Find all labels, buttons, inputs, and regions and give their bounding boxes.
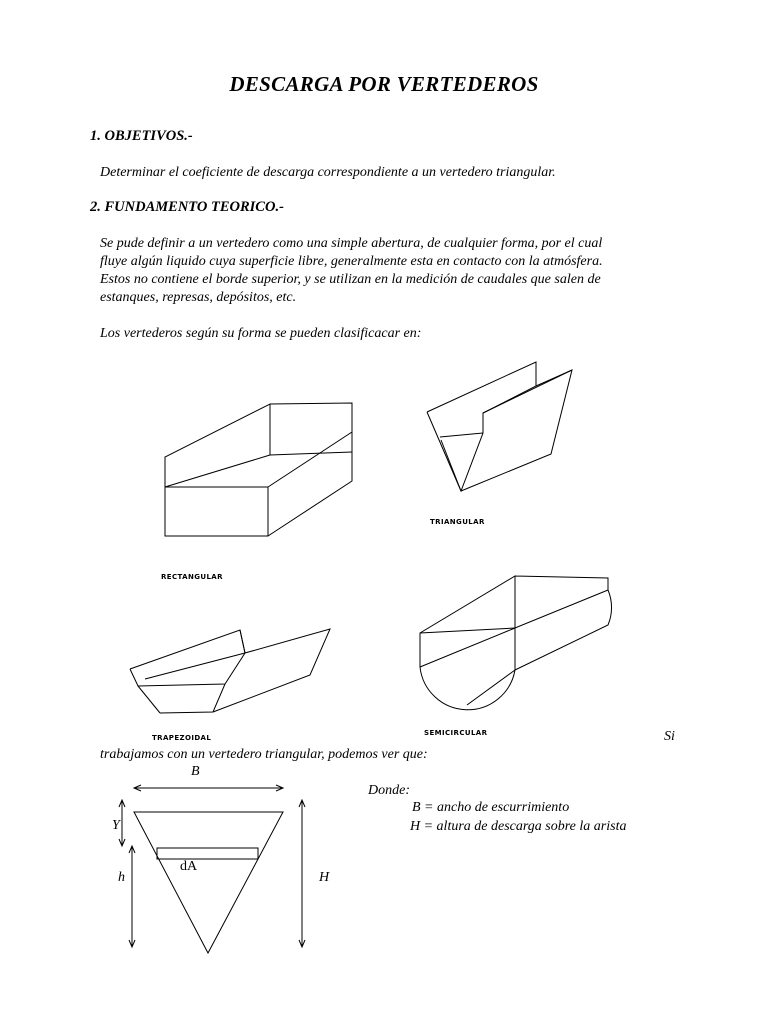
clasificacion-paragraph: Los vertederos según su forma se pueden clasificacar en: xyxy=(100,326,422,341)
rectangular-caption: RECTANGULAR xyxy=(161,573,223,581)
definition-h: H = altura de descarga sobre la arista xyxy=(410,819,627,834)
transition-text-start: Si xyxy=(664,729,675,744)
label-y: Y xyxy=(112,818,120,833)
objetivos-paragraph: Determinar el coeficiente de descarga correspondiente a un vertedero triangular. xyxy=(100,165,556,180)
label-b: B xyxy=(191,764,200,779)
trapezoidal-caption: TRAPEZOIDAL xyxy=(152,734,212,742)
document-title: DESCARGA POR VERTEDEROS xyxy=(229,72,539,96)
definitions-heading: Donde: xyxy=(368,783,410,798)
section-heading-objetivos: 1. OBJETIVOS.- xyxy=(90,128,193,144)
label-h-small: h xyxy=(118,870,125,885)
fundamento-line-3: Estos no contiene el borde superior, y se utilizan en la medición de caudales que salen de xyxy=(100,272,601,287)
fundamento-line-1: Se pude definir a un vertedero como una simple abertura, de cualquier forma, por el cual xyxy=(100,236,603,251)
fundamento-line-2: fluye algún liquido cuya superficie libre, generalmente esta en contacto con la atmósfera. xyxy=(100,254,603,269)
label-da: dA xyxy=(180,859,198,874)
label-h-large: H xyxy=(319,870,330,885)
definition-b: B = ancho de escurrimiento xyxy=(412,800,570,815)
semicircular-caption: SEMICIRCULAR xyxy=(424,729,488,737)
transition-text-end: trabajamos con un vertedero triangular, podemos ver que: xyxy=(100,747,428,762)
fundamento-line-4: estanques, represas, depósitos, etc. xyxy=(100,290,297,305)
triangular-caption: TRIANGULAR xyxy=(430,518,485,526)
section-heading-fundamento: 2. FUNDAMENTO TEORICO.- xyxy=(90,199,284,215)
